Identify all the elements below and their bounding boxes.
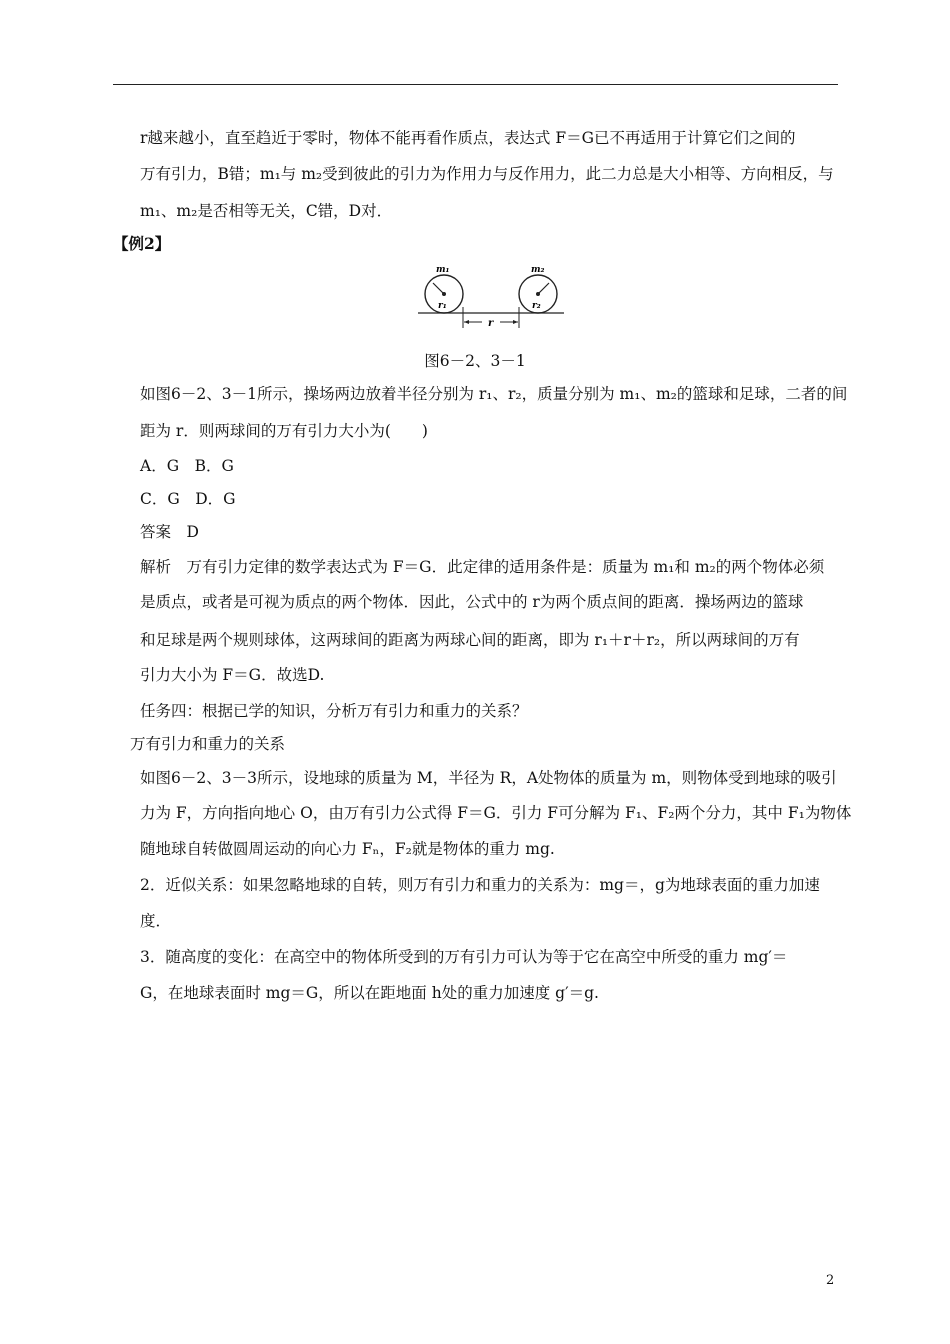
text-line: 力为 F，方向指向地心 O，由万有引力公式得 F＝G．引力 F可分解为 F₁、F₂两个分力，其中 F₁为物体 [140, 804, 852, 822]
choice-line: C．G D．G [140, 490, 236, 508]
text-line: 度． [140, 912, 172, 930]
text-line: 和足球是两个规则球体，这两球间的距离为两球心间的距离，即为 r₁＋r＋r₂，所以两球间的万有 [140, 631, 800, 649]
label-r: r [488, 318, 494, 329]
text-line: 如图6－2、3－3所示，设地球的质量为 M，半径为 R，A处物体的质量为 m，则物体受到地球的吸引 [140, 769, 837, 787]
section-heading: 万有引力和重力的关系 [130, 735, 286, 753]
text-line: 引力大小为 F＝G．故选D. [140, 666, 325, 684]
text-line: 是质点，或者是可视为质点的两个物体．因此，公式中的 r为两个质点间的距离．操场两边的篮球 [140, 593, 804, 611]
text-line: 距为 r．则两球间的万有引力大小为( ) [140, 422, 428, 440]
radius-2-line [538, 283, 549, 294]
text-line: 万有引力，B错；m₁与 m₂受到彼此的引力为作用力与反作用力，此二力总是大小相等、方向相反，与 [140, 165, 834, 183]
label-m2: m₂ [531, 265, 545, 275]
text-line: G，在地球表面时 mg＝G，所以在距地面 h处的重力加速度 g′＝g. [140, 984, 599, 1002]
task-heading: 任务四：根据已学的知识，分析万有引力和重力的关系？ [140, 702, 528, 720]
text-line: r越来越小，直至趋近于零时，物体不能再看作质点，表达式 F＝G已不再适用于计算它们之间的 [140, 129, 796, 147]
page-number: 2 [826, 1273, 835, 1288]
text-line: 3．随高度的变化：在高空中的物体所受到的万有引力可认为等于它在高空中所受的重力 mg′＝ [140, 948, 788, 966]
two-balls-figure [418, 262, 564, 330]
label-r2: r₂ [532, 301, 541, 311]
text-line: m₁、m₂是否相等无关，C错，D对． [140, 202, 393, 220]
figure-caption: 图6－2、3－1 [424, 352, 526, 370]
answer-line: 答案 D [140, 523, 199, 541]
choice-line: A．G B．G [140, 457, 234, 475]
text-line: 2．近似关系：如果忽略地球的自转，则万有引力和重力的关系为：mg＝，g为地球表面的重力加速 [140, 876, 820, 894]
label-r1: r₁ [438, 301, 447, 311]
text-line: 随地球自转做圆周运动的向心力 Fₙ，F₂就是物体的重力 mg. [140, 840, 555, 858]
label-m1: m₁ [436, 265, 450, 275]
text-line: 如图6－2、3－1所示，操场两边放着半径分别为 r₁、r₂，质量分别为 m₁、m₂的篮球和足球，二者的间 [140, 385, 848, 403]
radius-1-line [433, 283, 444, 294]
example-heading: 【例2】 [113, 234, 171, 253]
text-line: 解析 万有引力定律的数学表达式为 F＝G．此定律的适用条件是：质量为 m₁和 m₂的两个物体必须 [140, 558, 825, 576]
header-rule [113, 84, 838, 85]
